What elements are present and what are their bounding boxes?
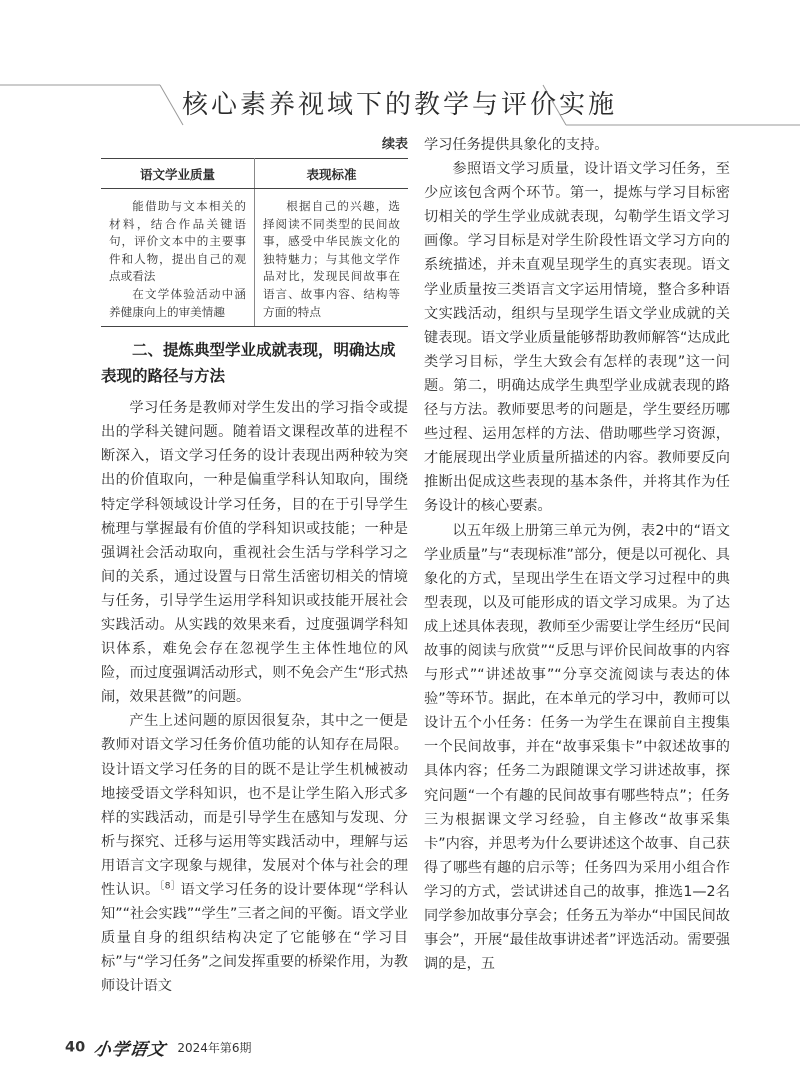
- table-header-standard: 表现标准: [255, 159, 409, 189]
- left-paragraph-2: [101, 709, 408, 998]
- header-left-slant: [160, 85, 183, 125]
- quality-text-2: 在文学体验活动中涵养健康向上的审美情趣: [109, 286, 246, 319]
- table-cell-standard: [255, 189, 409, 327]
- page-footer: [65, 1035, 252, 1061]
- table-cell-quality: [101, 189, 255, 327]
- page-number: 40: [65, 1039, 86, 1056]
- right-paragraph-1: 学习任务提供具象化的支持。: [424, 137, 609, 153]
- left-paragraph-2-tail: 语文学习任务的设计要体现“学科认知”“社会实践”“学生”三者之间的平衡。语文学业质量自身的组织结构决定了它能够在“学习目标”与“学习任务”之间发挥重要的桥梁作用，为教师设计语文: [101, 882, 408, 995]
- table-row: [101, 189, 408, 327]
- section-heading: 二、提炼典型学业成就表现，明确达成表现的路径与方法: [101, 341, 396, 386]
- table-caption: 续表: [381, 137, 408, 152]
- left-paragraph-1: 学习任务是教师对学生发出的学习指令或提出的学科关键问题。随着语文课程改革的进程不断深入，语文学习任务的设计表现出两种较为突出的价值取向，一种是偏重学科认知取向，围绕特定学科领域设计学习任务，目的在于引导学生梳理与掌握最有价值的学科知识或技能；一种是强调社会活动取向，重视社会生活与学科学习之间的关系，通过设置与日常生活密切相关的情境与任务，引导学生运用学科知识或技能开展社会实践活动。从实践的效果来看，过度强调学科知识体系，难免会存在忽视学生主体性地位的风险，而过度强调活动形式，则不免会产生“形式热闹，效果甚微”的问题。: [101, 400, 408, 706]
- footnote-reference: ［8］: [159, 881, 181, 892]
- running-header-title: 核心素养视域下的教学与评价实施: [182, 90, 618, 120]
- quality-text-1: 能借助与文本相关的材料，结合作品关键语句，评价文本中的主要事件和人物，提出自己的观点或看法: [109, 199, 246, 284]
- right-column: [424, 133, 730, 976]
- issue-label: 2024年第6期: [177, 1041, 252, 1055]
- standard-text: 根据自己的兴趣，选择阅读不同类型的民间故事，感受中华民族文化的独特魅力；与其他文学作品对比，发现民间故事在语言、故事内容、结构等方面的特点: [263, 199, 400, 319]
- left-paragraph-2-text: 产生上述问题的原因很复杂，其中之一便是教师对语文学习任务价值功能的认知存在局限。设计语文学习任务的目的既不是让学生机械被动地接受语文学科知识，也不是让学生陷入形式多样的实践活动，而是引导学生在感知与发现、分析与探究、迁移与运用等实践活动中，理解与运用语言文字现象与规律，发展对个体与社会的理性认识。: [101, 713, 408, 899]
- table-header-row: [101, 159, 408, 189]
- table-header-quality: 语文学业质量: [101, 159, 255, 189]
- left-column: [101, 133, 408, 999]
- right-paragraph-3: 以五年级上册第三单元为例，表2中的“语文学业质量”与“表现标准”部分，便是以可视化、具象化的方式，呈现出学生在语文学习过程中的典型表现，以及可能形成的语文学习成果。为了达成上述具体表现，教师至少需要让学生经历“民间故事的阅读与欣赏”“反思与评价民间故事的内容与形式”“讲述故事”“分享交流阅读与表达的体验”等环节。据此，在本单元的学习中，教师可以设计五个小任务：任务一为学生在课前自主搜集一个民间故事，并在“故事采集卡”中叙述故事的具体内容；任务二为跟随课文学习讲述故事，探究问题“一个有趣的民间故事有哪些特点”；任务三为根据课文学习经验，自主修改“故事采集卡”内容，并思考为什么要讲述这个故事、自己获得了哪些有趣的启示等；任务四为采用小组合作学习的方式，尝试讲述自己的故事，推选1—2名同学参加故事分享会；任务五为举办“中国民间故事会”，开展“最佳故事讲述者”评选活动。需要强调的是，五: [424, 522, 730, 973]
- running-header: [0, 0, 800, 140]
- journal-logo: 小学语文: [92, 1040, 168, 1060]
- continued-table: [101, 158, 408, 327]
- right-paragraph-2: 参照语文学习质量，设计语文学习任务，至少应该包含两个环节。第一，提炼与学习目标密切相关的学生学业成就表现，勾勒学生语文学习画像。学习目标是对学生阶段性语文学习方向的系统描述，并未直观呈现学生的真实表现。语文学业质量按三类语言文字运用情境，整合多种语文实践活动，组织与呈现学生语文学业成就的关键表现。语文学业质量能够帮助教师解答“达成此类学习目标，学生大致会有怎样的表现”这一问题。第二，明确达成学生典型学业成就表现的路径与方法。教师要思考的问题是，学生要经历哪些过程、运用怎样的方法、借助哪些学习资源，才能展现出学业质量所描述的内容。教师要反向推断出促成这些表现的基本条件，并将其作为任务设计的核心要素。: [424, 161, 730, 515]
